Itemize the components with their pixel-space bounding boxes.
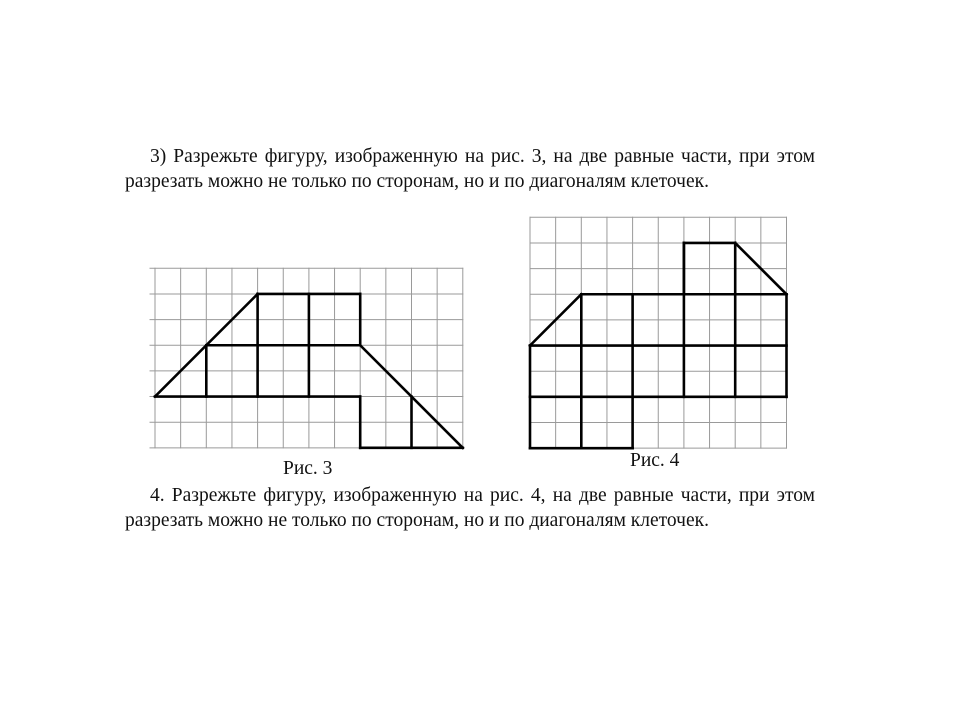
task-3-text: 3) Разрежьте фигуру, изображенную на рис. 3, на две равные части, при этом разрезать можно не только по сторонам, но и по диагоналям клеточек. bbox=[125, 146, 815, 192]
figure-4-grid bbox=[530, 217, 787, 448]
figure-4-caption: Рис. 4 bbox=[630, 450, 680, 471]
figure-3-grid bbox=[150, 268, 463, 448]
task-4-text: 4. Разрежьте фигуру, изображенную на рис. 4, на две равные части, при этом разрезать можно не только по сторонам, но и по диагоналям клеточек. bbox=[125, 485, 815, 531]
figure-3-caption: Рис. 3 bbox=[283, 458, 333, 479]
